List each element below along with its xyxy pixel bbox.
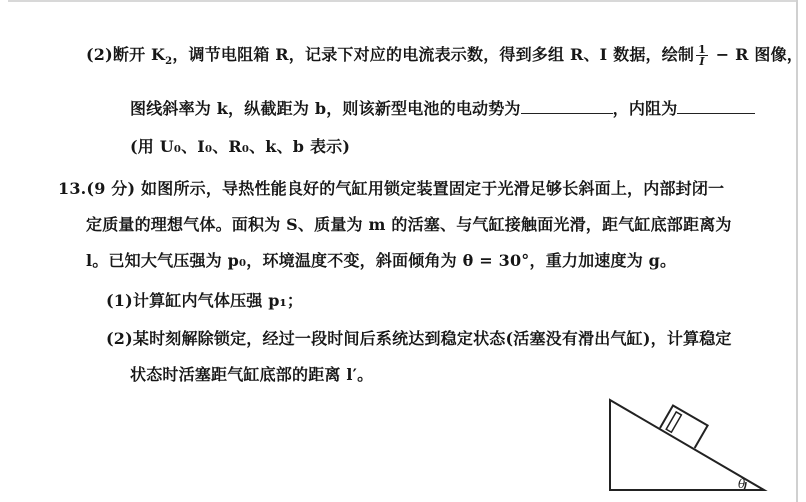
q13-part1: (1)计算缸内气体压强 p₁；	[106, 291, 304, 310]
q13-part2-line1: (2)某时刻解除锁定，经过一段时间后系统达到稳定状态(活塞没有滑出气缸)，计算稳定	[106, 329, 732, 348]
q13-line3: l。已知大气压强为 p₀，环境温度不变，斜面倾角为 θ = 30°，重力加速度为 g。	[86, 251, 677, 270]
q13-part2-line2: 状态时活塞距气缸底部的距离 l′。	[130, 365, 374, 384]
q12-part2-text-c: − R 图像，	[709, 45, 803, 64]
q12-part2-line3: (用 U₀、I₀、R₀、k、b 表示)	[130, 137, 351, 156]
page-edge-right	[796, 0, 798, 502]
incline-cylinder-figure	[598, 394, 770, 494]
fraction-denominator: I	[699, 55, 705, 68]
q12-part2-text-a: (2)断开 K	[86, 45, 166, 64]
internal-resistance-answer-blank	[677, 97, 755, 114]
q12-part2-line2	[130, 96, 755, 119]
q12-part2-text-b: ，调节电阻箱 R，记录下对应的电流表示数，得到多组 R、I 数据，绘制	[172, 45, 695, 64]
page-edge-top	[8, 0, 798, 2]
q12-part2-line1	[86, 42, 803, 67]
angle-theta-label: θ	[738, 477, 746, 491]
q13-line1: 13.(9 分) 如图所示，导热性能良好的气缸用锁定装置固定于光滑足够长斜面上，内部封闭一	[58, 179, 725, 198]
fraction-numerator: 1	[698, 43, 706, 56]
q13-line2: 定质量的理想气体。面积为 S、质量为 m 的活塞、与气缸接触面光滑，距气缸底部距离为	[86, 215, 732, 234]
cylinder	[660, 405, 708, 448]
q12-part2-line2-b: ，内阻为	[612, 99, 678, 118]
fraction-1-over-i	[696, 44, 708, 67]
q12-part2-line2-a: 图线斜率为 k，纵截距为 b，则该新型电池的电动势为	[130, 99, 521, 118]
q12-subscript: 2	[165, 56, 173, 68]
emf-answer-blank	[521, 97, 613, 114]
